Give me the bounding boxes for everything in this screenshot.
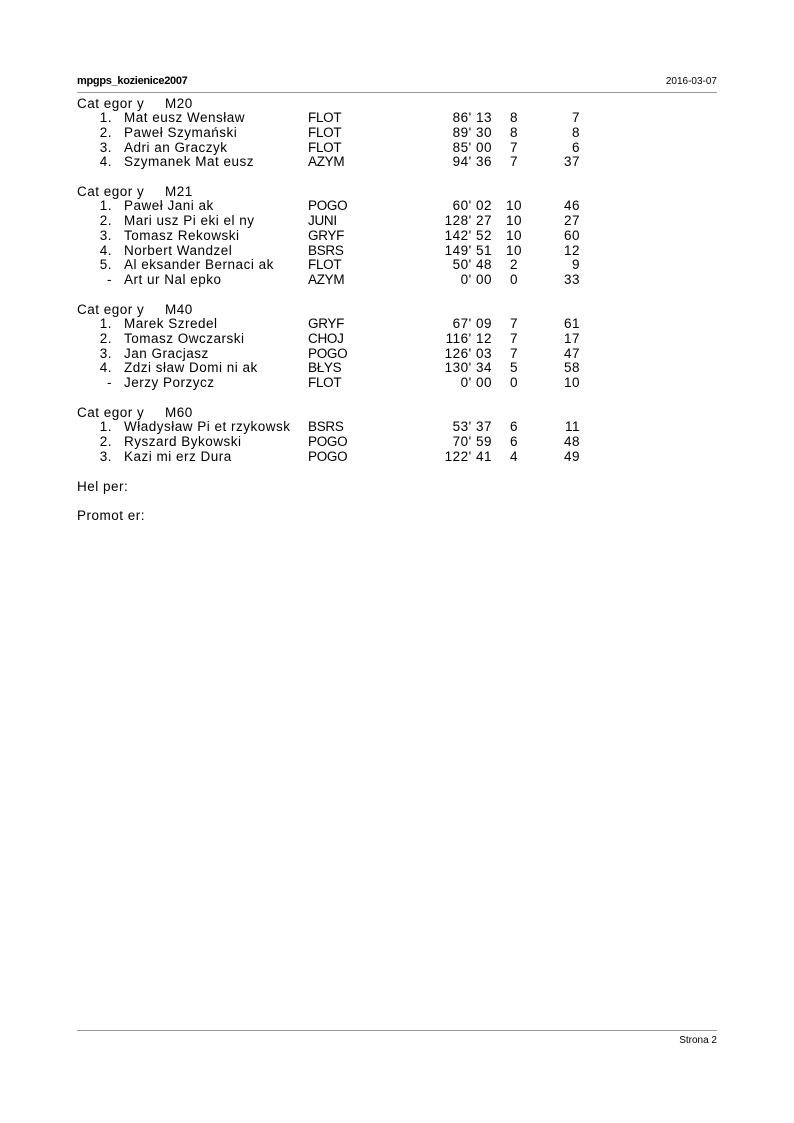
club-code: GRYF	[308, 315, 345, 331]
result-row	[77, 229, 717, 244]
club-code: BŁYS	[308, 360, 342, 376]
result-row	[77, 317, 717, 332]
competitor-number: 60	[563, 227, 580, 243]
run-time: 86' 13	[452, 110, 492, 125]
points: 8	[509, 110, 518, 125]
place: 4.	[99, 360, 112, 376]
points: 6	[509, 418, 518, 434]
club-code: POGO	[308, 345, 348, 361]
run-time: 85' 00	[452, 139, 492, 155]
points: 5	[509, 360, 518, 376]
result-row	[77, 126, 717, 141]
competitor-name: Paweł Szymański	[124, 124, 238, 140]
category-heading	[77, 405, 717, 420]
club-code: CHOJ	[308, 330, 344, 346]
run-time: 116' 12	[445, 330, 492, 346]
place: 1.	[99, 198, 112, 214]
points: 0	[509, 272, 518, 288]
run-time: 128' 27	[444, 212, 492, 228]
points: 10	[505, 212, 523, 228]
run-time: 0' 00	[460, 375, 492, 391]
competitor-number: 58	[563, 360, 580, 376]
place: 2.	[99, 124, 112, 140]
category-block-m60	[77, 405, 717, 464]
club-code: FLOT	[308, 375, 342, 391]
header-divider	[77, 92, 717, 93]
run-time: 126' 03	[444, 345, 492, 361]
run-time: 142' 52	[444, 227, 492, 243]
helper-label: Hel per:	[77, 479, 129, 495]
competitor-name: Władysław Pi et rzykowsk	[124, 418, 291, 434]
place: 2.	[99, 330, 112, 346]
competitor-name: Al eksander Bernaci ak	[124, 257, 274, 273]
run-time: 53' 37	[452, 418, 492, 434]
place: 3.	[99, 139, 112, 155]
place: 2.	[99, 433, 112, 449]
competitor-number: 47	[563, 345, 580, 361]
competitor-name: Ryszard Bykowski	[124, 433, 242, 449]
result-row	[77, 258, 717, 273]
competitor-number: 61	[563, 315, 580, 331]
club-code: POGO	[308, 198, 348, 214]
result-row	[77, 332, 717, 347]
competitor-name: Kazi mi erz Dura	[124, 448, 232, 464]
category-block-m20	[77, 96, 717, 170]
category-heading	[77, 96, 717, 111]
competitor-name: Paweł Jani ak	[124, 198, 214, 214]
club-code: BSRS	[308, 242, 344, 258]
competitor-number: 8	[571, 124, 580, 140]
points: 4	[509, 448, 518, 464]
competitor-name: Mari usz Pi eki el ny	[124, 212, 255, 228]
competitor-number: 11	[564, 418, 580, 434]
result-row	[77, 273, 717, 288]
points: 10	[505, 242, 523, 258]
points: 7	[509, 330, 518, 346]
competitor-number: 48	[563, 433, 580, 449]
competitor-number: 49	[563, 448, 580, 464]
club-code: BSRS	[308, 418, 344, 434]
result-row	[77, 141, 717, 156]
place: 5.	[99, 257, 112, 273]
place: 1.	[99, 418, 112, 434]
document-title: mpgps_kozienice2007	[77, 75, 188, 87]
points: 10	[505, 198, 523, 214]
place: 1.	[99, 110, 112, 125]
run-time: 67' 09	[452, 315, 492, 331]
category-heading	[77, 302, 717, 317]
run-time: 0' 00	[460, 272, 492, 288]
club-code: FLOT	[308, 257, 342, 273]
points: 0	[509, 375, 518, 391]
run-time: 70' 59	[452, 433, 492, 449]
club-code: AZYM	[308, 272, 345, 288]
points: 8	[509, 124, 518, 140]
place: 3.	[99, 448, 112, 464]
result-row	[77, 420, 717, 435]
run-time: 94' 36	[452, 154, 492, 170]
competitor-name: Adri an Graczyk	[124, 139, 228, 155]
points: 6	[509, 433, 518, 449]
category-label: Cat egor y	[77, 301, 145, 317]
category-code: M21	[165, 184, 193, 200]
category-label: Cat egor y	[77, 96, 145, 111]
category-label: Cat egor y	[77, 184, 145, 200]
competitor-number: 33	[563, 272, 580, 288]
place: -	[107, 272, 112, 288]
points: 10	[505, 227, 523, 243]
competitor-number: 9	[571, 257, 580, 273]
results-content	[77, 96, 717, 523]
document-date: 2016-03-07	[665, 76, 717, 87]
competitor-number: 12	[563, 242, 580, 258]
competitor-name: Tomasz Rekowski	[124, 227, 240, 243]
competitor-name: Mat eusz Wensław	[124, 110, 246, 125]
category-code: M20	[165, 96, 193, 111]
category-label: Cat egor y	[77, 404, 145, 420]
points: 7	[509, 315, 518, 331]
place: 4.	[99, 242, 112, 258]
result-row	[77, 347, 717, 362]
result-row	[77, 435, 717, 450]
competitor-number: 37	[563, 154, 580, 170]
result-row	[77, 361, 717, 376]
promoter-label: Promot er:	[77, 508, 146, 524]
run-time: 130' 34	[444, 360, 492, 376]
club-code: AZYM	[308, 154, 345, 170]
place: 2.	[99, 212, 112, 228]
club-code: JUNI	[308, 212, 337, 228]
result-row	[77, 450, 717, 465]
club-code: FLOT	[308, 124, 342, 140]
run-time: 122' 41	[444, 448, 492, 464]
competitor-name: Marek Szredel	[124, 315, 218, 331]
competitor-name: Tomasz Owczarski	[124, 330, 245, 346]
place: 4.	[99, 154, 112, 170]
competitor-number: 10	[563, 375, 580, 391]
points: 2	[509, 257, 518, 273]
club-code: POGO	[308, 448, 348, 464]
category-code: M40	[165, 301, 193, 317]
result-row	[77, 199, 717, 214]
run-time: 60' 02	[452, 198, 492, 214]
club-code: POGO	[308, 433, 348, 449]
result-row	[77, 376, 717, 391]
points: 7	[509, 154, 518, 170]
result-row	[77, 111, 717, 126]
competitor-number: 7	[571, 110, 580, 125]
club-code: FLOT	[308, 110, 342, 125]
points: 7	[509, 345, 518, 361]
result-row	[77, 214, 717, 229]
result-row	[77, 155, 717, 170]
footer-divider	[77, 1030, 717, 1031]
category-heading	[77, 184, 717, 199]
competitor-name: Jan Gracjasz	[124, 345, 209, 361]
competitor-number: 6	[571, 139, 580, 155]
place: 3.	[99, 227, 112, 243]
run-time: 149' 51	[444, 242, 492, 258]
place: 3.	[99, 345, 112, 361]
club-code: GRYF	[308, 227, 345, 243]
result-row	[77, 244, 717, 259]
category-block-m21	[77, 184, 717, 288]
points: 7	[509, 139, 518, 155]
page-number: Strona 2	[679, 1035, 717, 1046]
page-header	[77, 75, 717, 93]
competitor-name: Art ur Nal epko	[124, 272, 222, 288]
category-list	[77, 96, 717, 464]
competitor-name: Norbert Wandzel	[124, 242, 233, 258]
category-block-m40	[77, 302, 717, 391]
competitor-name: Zdzi sław Domi ni ak	[124, 360, 258, 376]
competitor-name: Jerzy Porzycz	[124, 375, 215, 391]
place: 1.	[99, 315, 112, 331]
competitor-number: 17	[563, 330, 580, 346]
category-code: M60	[165, 404, 193, 420]
competitor-number: 46	[563, 198, 580, 214]
run-time: 89' 30	[452, 124, 492, 140]
club-code: FLOT	[308, 139, 342, 155]
run-time: 50' 48	[452, 257, 492, 273]
competitor-name: Szymanek Mat eusz	[124, 154, 255, 170]
competitor-number: 27	[563, 212, 580, 228]
place: -	[107, 375, 112, 391]
